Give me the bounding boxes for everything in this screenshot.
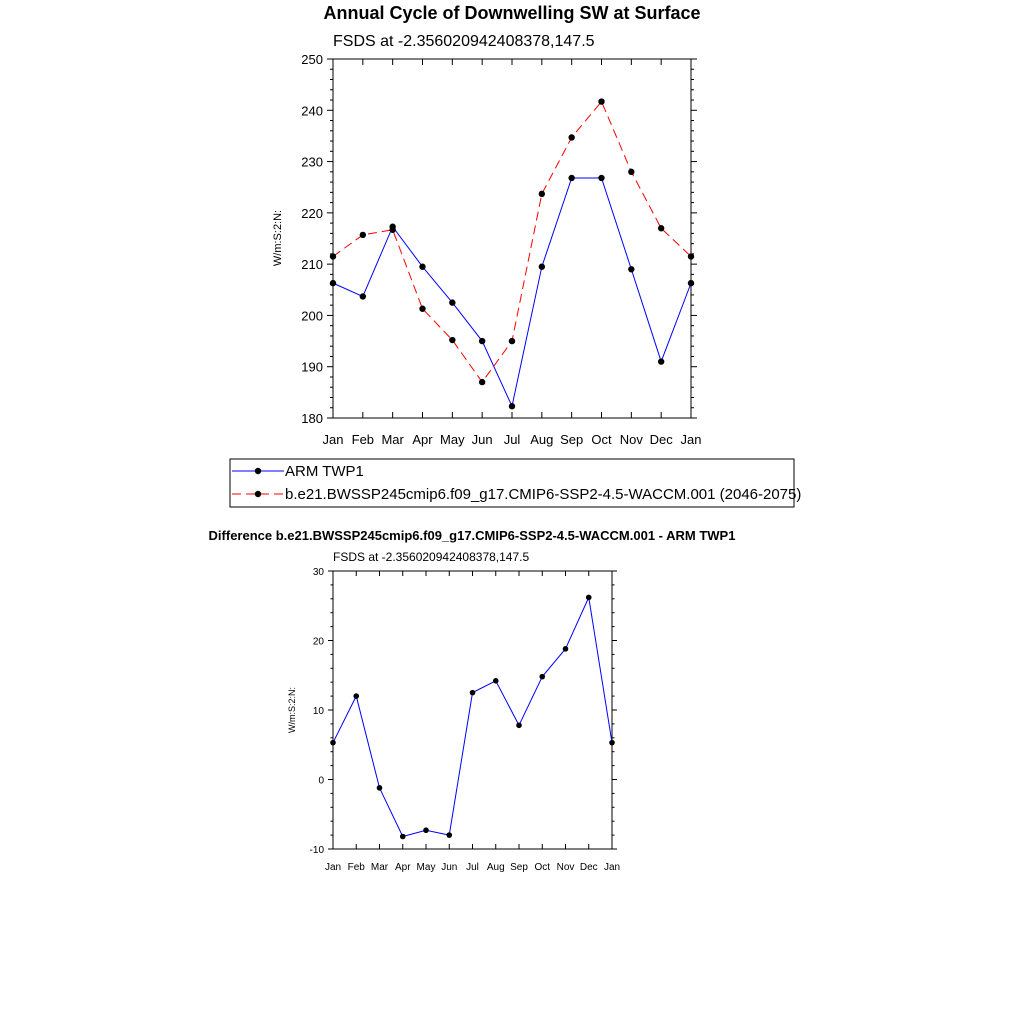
chart-2-subtitle: FSDS at -2.356020942408378,147.5 <box>333 550 530 564</box>
chart-2-series-0-point <box>423 827 429 833</box>
chart-2-x-tick-label: Sep <box>510 862 528 873</box>
chart-1-x-tick-label: Jan <box>680 432 702 447</box>
chart-2-title: Difference b.e21.BWSSP245cmip6.f09_g17.CMIP6-SSP2-4.5-WACCM.001 - ARM TWP1 <box>208 528 736 543</box>
chart-1-x-tick-label: Feb <box>351 432 375 447</box>
chart-1-series-0-point <box>419 264 425 270</box>
chart-1-x-tick-label: Aug <box>530 432 554 447</box>
legend-marker-model <box>255 491 261 497</box>
chart-2-x-tick-label: Jun <box>441 862 458 873</box>
chart-2-series-0-point <box>563 646 569 652</box>
chart-1-y-tick-label: 220 <box>301 205 323 221</box>
chart-2-x-tick-label: Jan <box>324 862 342 873</box>
chart-1-y-tick-label: 250 <box>301 52 323 67</box>
chart-1-series-0-point <box>598 175 604 181</box>
chart-1-x-tick-label: Jul <box>503 432 521 447</box>
chart-1-series-1-point <box>598 98 604 104</box>
chart-1-x-tick-label: Dec <box>649 432 673 447</box>
chart-1-plot-area <box>333 59 691 418</box>
chart-1-x-tick-label: Apr <box>412 432 433 447</box>
chart-1-y-tick-label: 200 <box>301 308 323 324</box>
chart-2-series-0-point <box>516 722 522 728</box>
chart-1-series-1-point <box>628 169 634 175</box>
chart-2-x-tick-label: Jan <box>603 862 621 873</box>
chart-2-series-0-point <box>353 693 359 699</box>
chart-1-series-0-point <box>509 403 515 409</box>
chart-1-series-1-point <box>419 306 425 312</box>
chart-2-ticks <box>310 567 621 873</box>
chart-1-y-tick-label: 190 <box>301 359 323 375</box>
chart-1-series-1-point <box>360 232 366 238</box>
chart-2-series-0-point <box>330 740 336 746</box>
chart-1-y-tick-label: 180 <box>301 411 323 426</box>
chart-1-x-tick-label: Jun <box>471 432 493 447</box>
chart-2-series-0-point <box>470 690 476 696</box>
chart-1-x-tick-label: Nov <box>619 432 643 447</box>
chart-1-series-0-point <box>688 280 694 286</box>
chart-1-y-tick-label: 230 <box>301 154 323 170</box>
chart-1-series-1-point <box>389 227 395 233</box>
chart-2-x-tick-label: Mar <box>370 862 389 873</box>
chart-1-x-tick-label: Oct <box>591 432 612 447</box>
chart-1-y-tick-label: 240 <box>301 103 323 119</box>
chart-2-x-tick-label: Oct <box>534 862 551 873</box>
chart-2-x-tick-label: Dec <box>579 862 598 873</box>
chart-2-series-0-point <box>377 785 383 791</box>
chart-2-plot-area <box>333 571 612 849</box>
chart-2-x-tick-label: Nov <box>556 862 575 873</box>
legend-marker-arm <box>255 468 261 474</box>
chart-2-x-tick-label: Apr <box>394 862 411 873</box>
chart-1-series-0-point <box>628 266 634 272</box>
chart-1-series-1-point <box>509 338 515 344</box>
chart-2-series-0-point <box>586 595 592 601</box>
chart-2-y-tick-label: -10 <box>309 845 324 856</box>
chart-1-series-1-point <box>688 253 694 259</box>
chart-2-x-tick-label: May <box>416 862 436 873</box>
difference-chart <box>209 528 736 873</box>
chart-2-series-0-point <box>539 674 545 680</box>
chart-2-series-0-point <box>446 832 452 838</box>
chart-1-series-0-point <box>360 293 366 299</box>
chart-1-series-0-point <box>330 280 336 286</box>
chart-2-series-0-point <box>609 740 615 746</box>
chart-2-series-0-point <box>493 678 499 684</box>
chart-1-y-axis-label: W/m:S:2:N: <box>272 209 284 267</box>
chart-2-y-tick-label: 20 <box>312 636 324 648</box>
chart-1-ticks <box>301 52 701 447</box>
chart-1-series <box>330 98 694 409</box>
legend-label-arm: ARM TWP1 <box>285 463 364 480</box>
chart-2-series <box>330 595 615 840</box>
chart-1-series-1-point <box>479 379 485 385</box>
chart-1-series-0-point <box>658 358 664 364</box>
chart-1-series-1-point <box>568 134 574 140</box>
chart-1-series-0-point <box>449 299 455 305</box>
chart-2-series-0-line <box>333 597 612 836</box>
chart-1-x-tick-label: Jan <box>322 432 344 447</box>
chart-1-series-1-point <box>449 337 455 343</box>
chart-1-series-0-line <box>333 178 691 406</box>
chart-2-y-tick-label: 0 <box>318 775 324 787</box>
chart-2-y-tick-label: 10 <box>312 706 324 717</box>
chart-1-y-tick-label: 210 <box>301 257 323 273</box>
chart-2-x-tick-label: Aug <box>486 862 505 873</box>
chart-1-x-tick-label: May <box>440 432 465 447</box>
chart-2-x-tick-label: Jul <box>466 862 479 873</box>
chart-1-series-1-point <box>539 191 545 197</box>
chart-1-x-tick-label: Mar <box>381 432 404 447</box>
chart-1-series-1-point <box>658 225 664 231</box>
chart-1-x-tick-label: Sep <box>560 432 584 447</box>
chart-2-x-tick-label: Feb <box>347 862 365 873</box>
chart-1-series-0-point <box>539 264 545 270</box>
chart-1-series-0-point <box>568 175 574 181</box>
chart-1-title: Annual Cycle of Downwelling SW at Surface <box>323 3 701 23</box>
chart-2-y-axis-label: W/m:S:2:N: <box>287 686 297 734</box>
legend <box>230 459 801 507</box>
legend-label-model: b.e21.BWSSP245cmip6.f09_g17.CMIP6-SSP2-4.5-WACCM.001 (2046-2075) <box>285 486 802 503</box>
chart-2-series-0-point <box>400 834 406 840</box>
chart-1-subtitle: FSDS at -2.356020942408378,147.5 <box>333 33 595 50</box>
chart-1-series-0-point <box>479 338 485 344</box>
chart-2-y-tick-label: 30 <box>312 567 324 578</box>
chart-1-series-1-point <box>330 253 336 259</box>
annual-cycle-chart <box>272 3 701 447</box>
